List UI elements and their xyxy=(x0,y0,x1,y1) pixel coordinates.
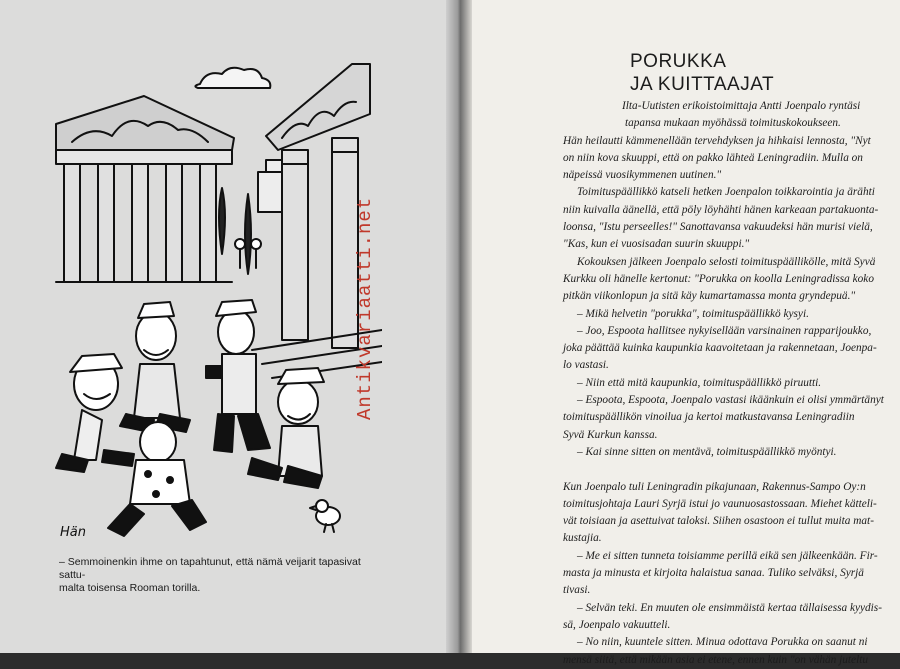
caption-line: – Semmoinenkin ihme on tapahtunut, että nämä veijarit tapasivat sattu- xyxy=(59,556,361,581)
chapter-title xyxy=(630,50,774,96)
body-line: lo vastasi. xyxy=(563,359,609,372)
column xyxy=(98,164,114,282)
body-line: Kurkku oli hänelle kertonut: "Porukka on koolla Leningradissa koko xyxy=(563,272,874,285)
title-line: PORUKKA xyxy=(630,51,727,72)
tourist-hawaiian xyxy=(140,422,176,462)
body-line: niin kuivalla äänellä, että pöly löyhähti hänen karkeaan partakuonta- xyxy=(563,203,879,216)
body-line: mensä siitä, että mikään asia ei etene, ennen kuin "on vähän juteltu xyxy=(563,653,868,666)
body-line xyxy=(563,461,900,478)
body-line: näpeissä vuosikymmenen uutinen." xyxy=(563,169,722,182)
title-line: JA KUITTAAJAT xyxy=(630,74,775,95)
body-text xyxy=(563,98,900,669)
cartoon-illustration xyxy=(52,54,382,544)
body-line: pitkän viikonlopun ja sitä käy kumartamassa monta gryndериä." xyxy=(563,290,856,303)
tourist-right xyxy=(278,380,318,424)
body-line: – Kai sinne sitten on mentävä, toimituspäällikkö myöntyi. xyxy=(577,445,837,458)
tourist-camera xyxy=(218,310,254,354)
body-line: Kokouksen jälkeen Joenpalo selosti toimituspäällikölle, mitä Syvä xyxy=(577,255,876,268)
body-line: sä, Joenpalo vakuutteli. xyxy=(563,618,671,631)
artist-signature: Hän xyxy=(60,525,86,540)
body-line: Ilta-Uutisten erikoistoimittaja Antti Joenpalo ryntäsi xyxy=(622,100,861,112)
body-line: toimitusjohtaja Lauri Syrjä istui jo vaunuosastossaan. Miehet kätteli- xyxy=(563,497,877,510)
body-line: kustajia. xyxy=(563,532,602,545)
body-line: toimituspäällikön vinoilua ja kertoi matkustavansa Leningradiin xyxy=(563,411,855,424)
watermark: Antikvariaatti.net xyxy=(354,196,376,420)
body-line: on niin kova skuuppi, että on pakko lähteä Leningradiin. Mulla on xyxy=(563,151,863,164)
body-line: masta ja minusta et kirjoita halaistua sanaa. Tuliko selväksi, Syrjä xyxy=(563,567,864,580)
right-temple-column xyxy=(282,150,308,340)
cypress-tree xyxy=(219,188,225,254)
book-gutter xyxy=(446,0,472,653)
body-line: vät toisiaan ja asettuivat taloksi. Siihen osastoon ei tullut muita mat- xyxy=(563,515,874,528)
body-line: – Joo, Espoota hallitsee nykyisellään varsinainen rapparijoukko, xyxy=(577,324,872,337)
body-line: joka päättää kuinka kaupunkia kaavoitetaan ja rakennetaan, Joenpa- xyxy=(563,342,877,355)
body-line: – Selvän teki. En muuten ole ensimmäistä kertaa tällaisessa kyydis- xyxy=(577,601,882,614)
cloud-shape xyxy=(195,68,270,88)
body-line: – Espoota, Espoota, Joenpalo vastasi ikäänkuin ei olisi ymmärtänyt xyxy=(577,394,884,407)
body-line: loonsa, "Istu perseelles!" Sanottavansa vakuudeksi hän murisi vielä, xyxy=(563,221,873,234)
body-line: – No niin, kuuntele sitten. Minua odottava Porukka on saanut ni xyxy=(577,636,868,649)
column xyxy=(132,164,148,282)
tourist-center xyxy=(136,312,176,360)
body-line: "Kas, kun ei vuosisadan suurin skuuppi." xyxy=(563,238,750,251)
body-line: Kun Joenpalo tuli Leningradin pikajunaan, Rakennus-Sampo Oy:n xyxy=(563,480,866,493)
column xyxy=(166,164,182,282)
body-line: – Mikä helvetin "porukka", toimituspäällikkö kysyi. xyxy=(577,307,809,320)
body-line: tapansa mukaan myöhässä toimituskokoukseen. xyxy=(625,117,841,130)
body-line: Syvä Kurkun kanssa. xyxy=(563,428,658,441)
body-line: tivasi. xyxy=(563,584,591,597)
body-line: Toimituspäällikkö katseli hetken Joenpalon toikkarointia ja ärähti xyxy=(577,186,875,199)
body-line: – Niin että mitä kaupunkia, toimituspäällikkö piruutti. xyxy=(577,376,822,389)
body-line: – Me ei sitten tunneta toisiamme perillä eikä sen jälkeenkään. Fir- xyxy=(577,549,878,562)
caption-line: malta toisensa Rooman torilla. xyxy=(59,582,201,594)
column xyxy=(64,164,80,282)
cartoon-caption xyxy=(59,556,377,595)
body-line: Hän heilautti kämmenellään tervehdyksen ja hihkaisi lennosta, "Nyt xyxy=(563,134,871,147)
cypress-tree xyxy=(245,194,251,274)
column xyxy=(200,164,216,282)
left-temple-beam xyxy=(56,150,232,164)
